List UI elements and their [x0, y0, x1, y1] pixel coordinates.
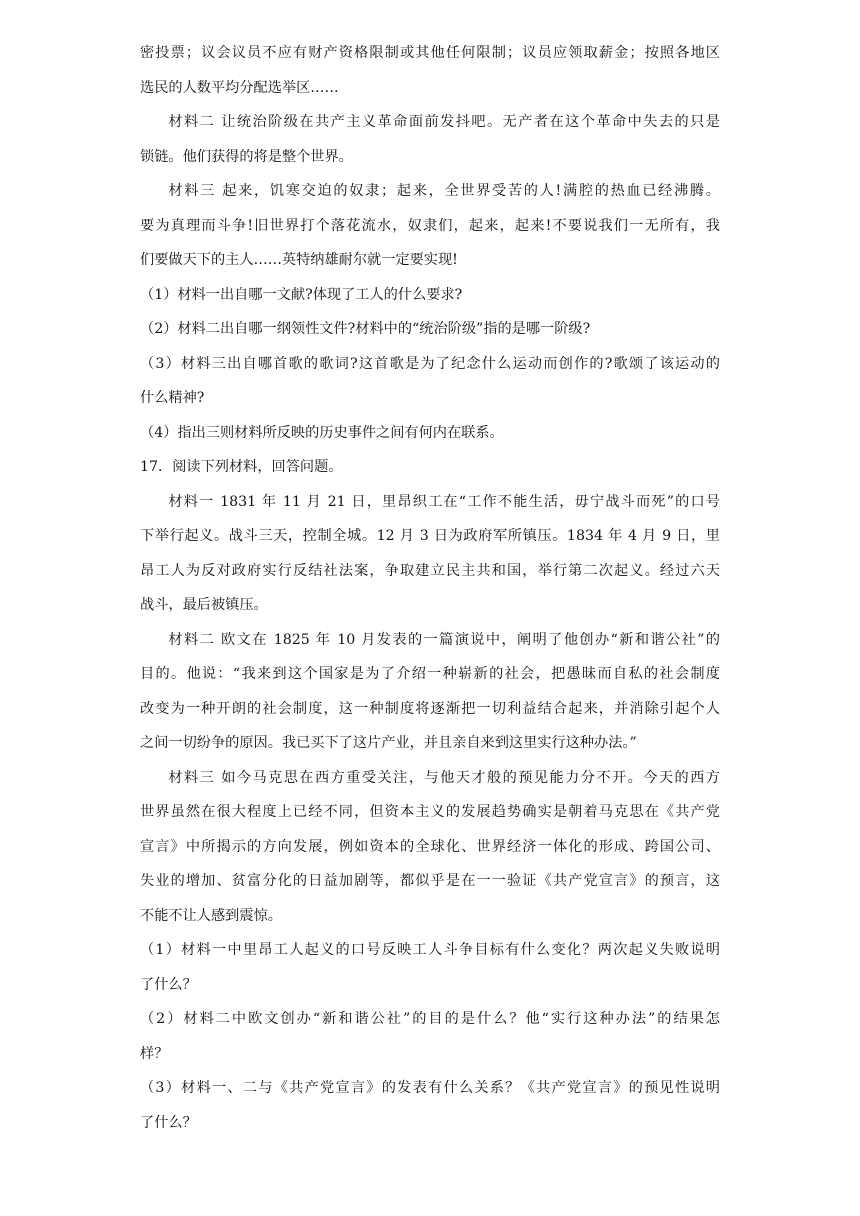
- text-line: 样？: [140, 1045, 169, 1062]
- document-content: [140, 36, 720, 1140]
- text-line: 锁链。他们获得的将是整个世界。: [140, 148, 353, 165]
- text-line: 战斗，最后被镇压。: [140, 597, 268, 613]
- text-line: 材料三 起来，饥寒交迫的奴隶；起来，全世界受苦的人!满腔的热血已经沸腾。: [168, 183, 720, 199]
- text-line: 改变为一种开朗的社会制度，这一种制度将逐渐把一切利益结合起来，并消除引起个人: [140, 700, 720, 717]
- text-line: （2）材料二中欧文创办“新和谐公社”的目的是什么？他“实行这种办法”的结果怎: [140, 1011, 720, 1027]
- text-line: 了什么？: [140, 976, 197, 993]
- text-line: 材料一 1831 年 11 月 21 日，里昂织工在“工作不能生活，毋宁战斗而死”的口号: [168, 493, 720, 510]
- text-line: （1）材料一出自哪一文献?体现了工人的什么要求?: [140, 286, 463, 303]
- text-line: （2）材料二出自哪一纲领性文件?材料中的“统治阶级”指的是哪一阶级?: [140, 321, 591, 337]
- text-line: 了什么？: [140, 1114, 197, 1131]
- text-line: 世界虽然在很大程度上已经不同，但资本主义的发展趋势确实是朝着马克思在《共产党: [140, 804, 720, 820]
- question-16-2: [140, 312, 720, 347]
- q17-material-2: [140, 623, 720, 761]
- text-line: 密投票；议会议员不应有财产资格限制或其他任何限制；议员应领取薪金；按照各地区: [140, 45, 720, 61]
- text-line: 材料二 欧文在 1825 年 10 月发表的一篇演说中，阐明了他创办“新和谐公社”的: [168, 631, 720, 648]
- text-line: 下举行起义。战斗三天，控制全城。12 月 3 日为政府军所镇压。1834 年 4 月 9 日，里: [140, 528, 720, 544]
- text-line: 什么精神?: [140, 390, 205, 406]
- text-line: 17．阅读下列材料，回答问题。: [140, 459, 343, 475]
- question-16-1: [140, 278, 720, 313]
- text-line: 宣言》中所揭示的方向发展，例如资本的全球化、世界经济一体化的形成、跨国公司、: [140, 838, 720, 855]
- text-line: 们要做天下的主人……英特纳雄耐尔就一定要实现!: [140, 252, 458, 268]
- text-line: 要为真理而斗争!旧世界打个落花流水，奴隶们，起来，起来!不要说我们一无所有，我: [140, 217, 720, 234]
- text-line: 选民的人数平均分配选举区……: [140, 79, 339, 96]
- text-line: （3）材料三出自哪首歌的歌词?这首歌是为了纪念什么运动而创作的?歌颂了该运动的: [140, 355, 720, 372]
- question-16-4: [140, 416, 720, 451]
- question-17-1: [140, 933, 720, 1002]
- text-line: 昂工人为反对政府实行反结社法案，争取建立民主共和国，举行第二次起义。经过六天: [140, 562, 720, 579]
- text-line: （4）指出三则材料所反映的历史事件之间有何内在联系。: [140, 424, 504, 441]
- text-line: 不能不让人感到震惊。: [140, 907, 282, 924]
- text-line: 目的。他说：“我来到这个国家是为了介绍一种崭新的社会，把愚昧而自私的社会制度: [140, 666, 720, 682]
- q17-material-3: [140, 761, 720, 934]
- text-line: （3）材料一、二与《共产党宣言》的发表有什么关系？《共产党宣言》的预见性说明: [140, 1080, 720, 1096]
- text-line: 材料二 让统治阶级在共产主义革命面前发抖吧。无产者在这个革命中失去的只是: [168, 114, 720, 130]
- material-1-continued: [140, 36, 720, 105]
- text-line: 材料三 如今马克思在西方重受关注，与他天才般的预见能力分不开。今天的西方: [168, 769, 720, 786]
- material-2: [140, 105, 720, 174]
- question-16-3: [140, 347, 720, 416]
- question-17-3: [140, 1071, 720, 1140]
- text-line: 之间一切纷争的原因。我已买下了这片产业，并且亲自来到这里实行这种办法。”: [140, 735, 637, 751]
- q17-material-1: [140, 485, 720, 623]
- question-17-heading: [140, 450, 720, 485]
- material-3: [140, 174, 720, 278]
- text-line: （1）材料一中里昂工人起义的口号反映工人斗争目标有什么变化？两次起义失败说明: [140, 942, 720, 958]
- text-line: 失业的增加、贫富分化的日益加剧等，都似乎是在一一验证《共产党宣言》的预言，这: [140, 873, 720, 889]
- question-17-2: [140, 1002, 720, 1071]
